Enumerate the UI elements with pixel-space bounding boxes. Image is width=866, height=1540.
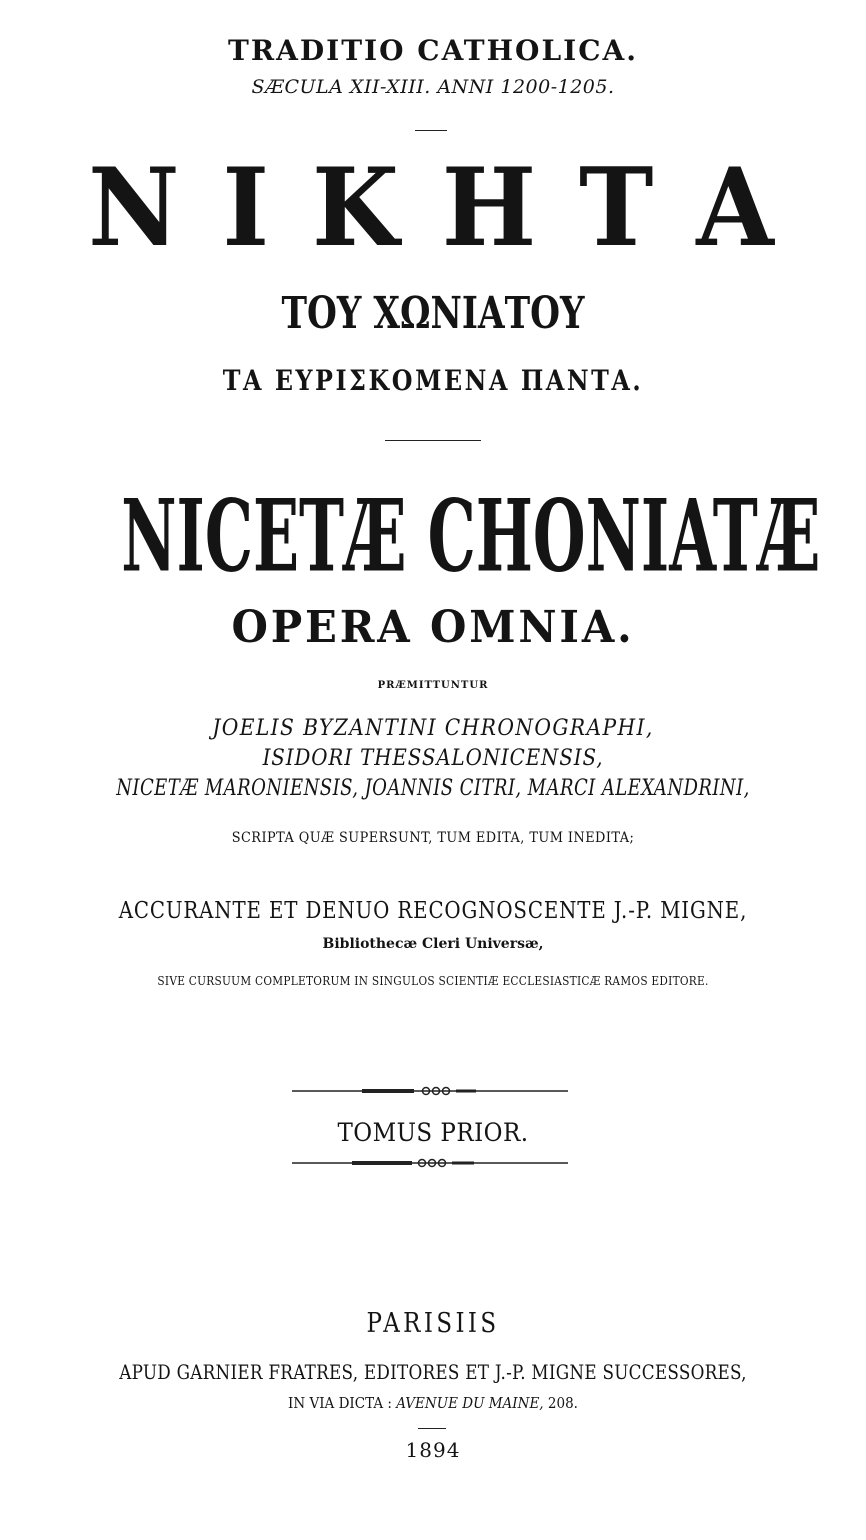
imprint-publisher: APUD GARNIER FRATRES, EDITORES ET J.-P. MIGNE SUCCESSORES, bbox=[119, 1360, 747, 1384]
contents-author-3: NICETÆ MARONIENSIS, JOANNIS CITRI, MARCI ALEXANDRINI, bbox=[116, 776, 750, 801]
short-rule-bottom bbox=[418, 1428, 446, 1429]
imprint-address-prefix: IN VIA DICTA : bbox=[288, 1394, 397, 1412]
greek-author: ΤΟΥ ΧΩΝΙΑΤΟΥ bbox=[281, 288, 585, 339]
volume-label: TOMUS PRIOR. bbox=[337, 1118, 529, 1147]
greek-subtitle: ΤΑ ΕΥΡΙΣΚΟΜΕΝΑ ΠΑΝΤΑ. bbox=[222, 364, 644, 397]
editor-line: ACCURANTE ET DENUO RECOGNOSCENTE J.-P. MIGNE, bbox=[118, 898, 748, 924]
editor-library: Bibliothecæ Cleri Universæ, bbox=[322, 936, 544, 952]
short-rule-top bbox=[415, 130, 447, 131]
contents-intro: PRÆMITTUNTUR bbox=[377, 680, 489, 691]
ornament-rule-top bbox=[292, 1083, 568, 1099]
greek-name: N I K H T A bbox=[88, 143, 778, 271]
imprint-address-number: 208. bbox=[543, 1394, 578, 1412]
imprint-address bbox=[43, 1394, 822, 1412]
imprint-city: PARISIIS bbox=[366, 1308, 500, 1339]
ornament-rule-bottom bbox=[292, 1155, 568, 1171]
imprint-address-street: AVENUE DU MAINE, bbox=[396, 1394, 544, 1412]
latin-name: NICETÆ CHONIATÆ bbox=[121, 477, 821, 594]
imprint-year: 1894 bbox=[405, 1438, 461, 1462]
contents-author-2: ISIDORI THESSALONICENSIS, bbox=[262, 746, 604, 771]
contents-author-1: JOELIS BYZANTINI CHRONOGRAPHI, bbox=[212, 716, 654, 741]
series-title: TRADITIO CATHOLICA. bbox=[228, 34, 638, 67]
latin-subtitle: OPERA OMNIA. bbox=[231, 602, 635, 653]
series-period: SÆCULA XII-XIII. ANNI 1200-1205. bbox=[251, 76, 615, 98]
editor-role: SIVE CURSUUM COMPLETORUM IN SINGULOS SCIENTIÆ ECCLESIASTICÆ RAMOS EDITORE. bbox=[157, 974, 709, 988]
short-rule-middle bbox=[385, 440, 481, 441]
contents-note: SCRIPTA QUÆ SUPERSUNT, TUM EDITA, TUM INEDITA; bbox=[231, 830, 635, 846]
